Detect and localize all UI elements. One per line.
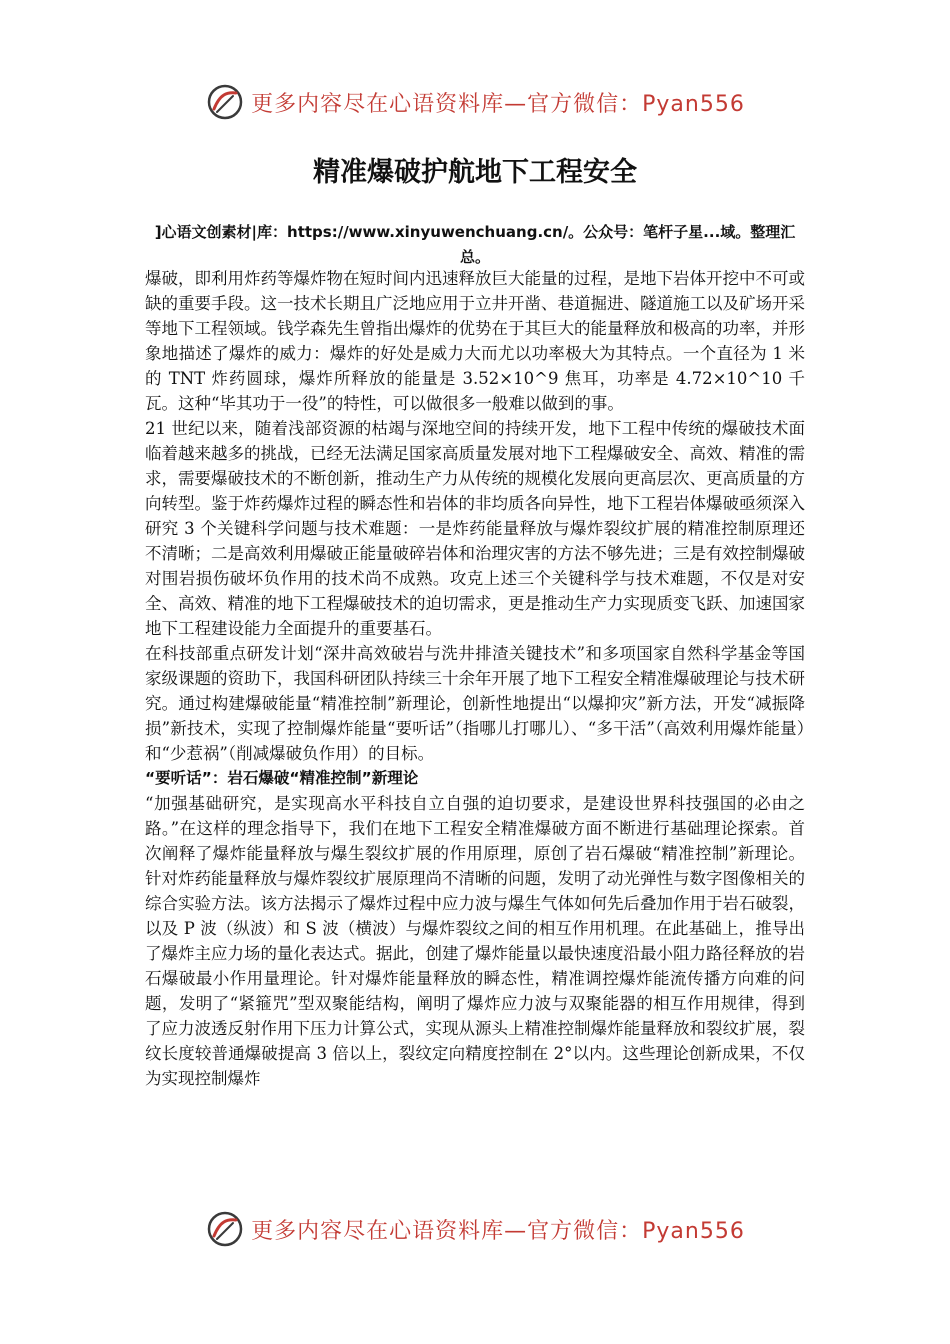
- banner-text: 更多内容尽在心语资料库—官方微信：Pyan556: [251, 91, 745, 117]
- pen-signature-logo-icon: [205, 1209, 245, 1249]
- page-title: 精准爆破护航地下工程安全: [313, 157, 637, 188]
- header-banner: [0, 82, 950, 122]
- article-body: [145, 266, 805, 1091]
- source-attribution: ]心语文创素材|库：https://www.xinyuwenchuang.cn/。公众号：笔杆子星...域。整理汇总。: [154, 223, 796, 266]
- banner-text: 更多内容尽在心语资料库—官方微信：Pyan556: [251, 1218, 745, 1244]
- paragraph: 爆破，即利用炸药等爆炸物在短时间内迅速释放巨大能量的过程，是地下岩体开挖中不可或缺的重要手段。这一技术长期且广泛地应用于立井开凿、巷道掘进、隧道施工以及矿场开采等地下工程领域。钱学森先生曾指出爆炸的优势在于其巨大的能量释放和极高的功率，并形象地描述了爆炸的威力：爆炸的好处是威力大而尤以功率极大为其特点。一个直径为 1 米的 TNT 炸药圆球，爆炸所释放的能量是 3.52×10^9 焦耳，功率是 4.72×10^10 千瓦。这种“毕其功于一役”的特性，可以做很多一般难以做到的事。: [145, 269, 805, 413]
- section-heading: “要听话”：岩石爆破“精准控制”新理论: [145, 769, 419, 787]
- paragraph: 21 世纪以来，随着浅部资源的枯竭与深地空间的持续开发，地下工程中传统的爆破技术面临着越来越多的挑战，已经无法满足国家高质量发展对地下工程爆破安全、高效、精准的需求，需要爆破技术的不断创新，推动生产力从传统的规模化发展向更高层次、更高质量的方向转型。鉴于炸药爆炸过程的瞬态性和岩体的非均质各向异性，地下工程岩体爆破亟须深入研究 3 个关键科学问题与技术难题：一是炸药能量释放与爆炸裂纹扩展的精准控制原理还不清晰；二是高效利用爆破正能量破碎岩体和治理灾害的方法不够先进；三是有效控制爆破对围岩损伤破坏负作用的技术尚不成熟。攻克上述三个关键科学与技术难题，不仅是对安全、高效、精准的地下工程爆破技术的迫切需求，更是推动生产力实现质变飞跃、加速国家地下工程建设能力全面提升的重要基石。: [145, 419, 805, 638]
- paragraph: 在科技部重点研发计划“深井高效破岩与洗井排渣关键技术”和多项国家自然科学基金等国家级课题的资助下，我国科研团队持续三十余年开展了地下工程安全精准爆破理论与技术研究。通过构建爆破能量“精准控制”新理论，创新性地提出“以爆抑灾”新方法，开发“减振降损”新技术，实现了控制爆炸能量“要听话”（指哪儿打哪儿）、“多干活”（高效利用爆炸能量）和“少惹祸”（削减爆破负作用）的目标。: [145, 644, 805, 763]
- pen-signature-logo-icon: [205, 82, 245, 122]
- footer-banner: [0, 1209, 950, 1249]
- paragraph: “加强基础研究，是实现高水平科技自立自强的迫切要求，是建设世界科技强国的必由之路。”在这样的理念指导下，我们在地下工程安全精准爆破方面不断进行基础理论探索。首次阐释了爆炸能量释放与爆生裂纹扩展的作用原理，原创了岩石爆破“精准控制”新理论。针对炸药能量释放与爆炸裂纹扩展原理尚不清晰的问题，发明了动光弹性与数字图像相关的综合实验方法。该方法揭示了爆炸过程中应力波与爆生气体如何先后叠加作用于岩石破裂，以及 P 波（纵波）和 S 波（横波）与爆炸裂纹之间的相互作用机理。在此基础上，推导出了爆炸主应力场的量化表达式。据此，创建了爆炸能量以最快速度沿最小阻力路径释放的岩石爆破最小作用量理论。针对爆炸能量释放的瞬态性，精准调控爆炸能流传播方向难的问题，发明了“紧箍咒”型双聚能结构，阐明了爆炸应力波与双聚能器的相互作用规律，得到了应力波透反射作用下压力计算公式，实现从源头上精准控制爆炸能量释放和裂纹扩展，裂纹长度较普通爆破提高 3 倍以上，裂纹定向精度控制在 2°以内。这些理论创新成果，不仅为实现控制爆炸: [145, 794, 805, 1088]
